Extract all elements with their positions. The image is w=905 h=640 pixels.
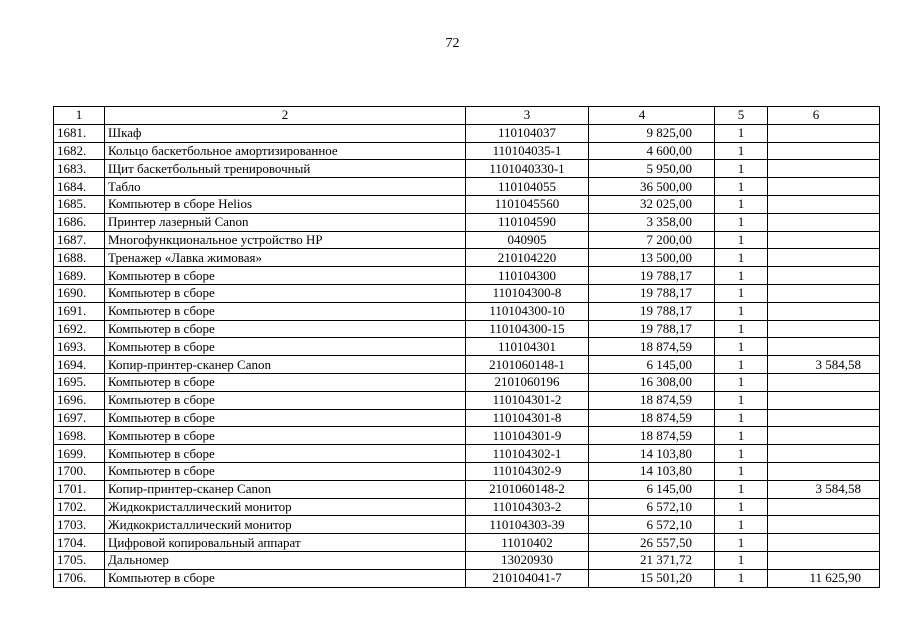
table-row: [54, 160, 880, 178]
table-row: [54, 356, 880, 374]
inventory-code-cell: 110104300-8: [466, 284, 589, 302]
price-cell: 6 572,10: [589, 498, 715, 516]
item-name-cell: Компьютер в сборе: [105, 373, 466, 391]
price-cell: 9 825,00: [589, 124, 715, 142]
inventory-code-cell: 110104302-1: [466, 445, 589, 463]
inventory-code-cell: 13020930: [466, 551, 589, 569]
table-row: [54, 249, 880, 267]
inventory-code-cell: 110104035-1: [466, 142, 589, 160]
inventory-code-cell: 110104300-10: [466, 302, 589, 320]
extra-value-cell: [768, 338, 880, 356]
quantity-cell: 1: [715, 480, 768, 498]
row-number-cell: 1692.: [54, 320, 105, 338]
price-cell: 19 788,17: [589, 320, 715, 338]
row-number-cell: 1690.: [54, 284, 105, 302]
price-cell: 36 500,00: [589, 178, 715, 196]
item-name-cell: Дальномер: [105, 551, 466, 569]
header-col-1: 1: [54, 107, 105, 125]
item-name-cell: Компьютер в сборе Helios: [105, 195, 466, 213]
extra-value-cell: [768, 213, 880, 231]
extra-value-cell: [768, 249, 880, 267]
row-number-cell: 1681.: [54, 124, 105, 142]
price-cell: 15 501,20: [589, 569, 715, 587]
price-cell: 19 788,17: [589, 267, 715, 285]
inventory-code-cell: 110104301: [466, 338, 589, 356]
item-name-cell: Компьютер в сборе: [105, 427, 466, 445]
inventory-code-cell: 110104590: [466, 213, 589, 231]
price-cell: 18 874,59: [589, 391, 715, 409]
quantity-cell: 1: [715, 231, 768, 249]
inventory-table: [53, 106, 880, 588]
item-name-cell: Компьютер в сборе: [105, 462, 466, 480]
table-row: [54, 551, 880, 569]
row-number-cell: 1683.: [54, 160, 105, 178]
extra-value-cell: [768, 498, 880, 516]
table-row: [54, 231, 880, 249]
extra-value-cell: 3 584,58: [768, 356, 880, 374]
item-name-cell: Принтер лазерный Canon: [105, 213, 466, 231]
header-col-5: 5: [715, 107, 768, 125]
inventory-code-cell: 110104300: [466, 267, 589, 285]
extra-value-cell: [768, 551, 880, 569]
quantity-cell: 1: [715, 391, 768, 409]
extra-value-cell: [768, 445, 880, 463]
quantity-cell: 1: [715, 178, 768, 196]
row-number-cell: 1689.: [54, 267, 105, 285]
quantity-cell: 1: [715, 373, 768, 391]
inventory-code-cell: 110104303-39: [466, 516, 589, 534]
row-number-cell: 1700.: [54, 462, 105, 480]
table-row: [54, 498, 880, 516]
quantity-cell: 1: [715, 338, 768, 356]
extra-value-cell: [768, 160, 880, 178]
extra-value-cell: [768, 284, 880, 302]
price-cell: 16 308,00: [589, 373, 715, 391]
header-col-3: 3: [466, 107, 589, 125]
extra-value-cell: [768, 391, 880, 409]
inventory-code-cell: 2101060148-1: [466, 356, 589, 374]
price-cell: 6 572,10: [589, 516, 715, 534]
quantity-cell: 1: [715, 534, 768, 552]
table-row: [54, 320, 880, 338]
inventory-code-cell: 110104037: [466, 124, 589, 142]
price-cell: 19 788,17: [589, 284, 715, 302]
table-body: [54, 124, 880, 587]
inventory-code-cell: 1101040330-1: [466, 160, 589, 178]
price-cell: 19 788,17: [589, 302, 715, 320]
price-cell: 18 874,59: [589, 409, 715, 427]
item-name-cell: Жидкокристаллический монитор: [105, 498, 466, 516]
price-cell: 18 874,59: [589, 338, 715, 356]
price-cell: 6 145,00: [589, 356, 715, 374]
quantity-cell: 1: [715, 267, 768, 285]
extra-value-cell: [768, 267, 880, 285]
item-name-cell: Жидкокристаллический монитор: [105, 516, 466, 534]
quantity-cell: 1: [715, 142, 768, 160]
table-row: [54, 516, 880, 534]
row-number-cell: 1702.: [54, 498, 105, 516]
item-name-cell: Щит баскетбольный тренировочный: [105, 160, 466, 178]
extra-value-cell: 11 625,90: [768, 569, 880, 587]
item-name-cell: Шкаф: [105, 124, 466, 142]
quantity-cell: 1: [715, 427, 768, 445]
quantity-cell: 1: [715, 160, 768, 178]
inventory-code-cell: 1101045560: [466, 195, 589, 213]
table-row: [54, 391, 880, 409]
table-row: [54, 338, 880, 356]
quantity-cell: 1: [715, 213, 768, 231]
row-number-cell: 1704.: [54, 534, 105, 552]
extra-value-cell: [768, 142, 880, 160]
inventory-code-cell: 210104041-7: [466, 569, 589, 587]
extra-value-cell: [768, 178, 880, 196]
row-number-cell: 1693.: [54, 338, 105, 356]
extra-value-cell: [768, 462, 880, 480]
price-cell: 21 371,72: [589, 551, 715, 569]
row-number-cell: 1691.: [54, 302, 105, 320]
table-row: [54, 195, 880, 213]
row-number-cell: 1699.: [54, 445, 105, 463]
extra-value-cell: [768, 516, 880, 534]
price-cell: 14 103,80: [589, 445, 715, 463]
inventory-code-cell: 110104302-9: [466, 462, 589, 480]
header-row: [54, 107, 880, 125]
quantity-cell: 1: [715, 320, 768, 338]
price-cell: 7 200,00: [589, 231, 715, 249]
inventory-code-cell: 2101060148-2: [466, 480, 589, 498]
extra-value-cell: [768, 231, 880, 249]
item-name-cell: Компьютер в сборе: [105, 409, 466, 427]
inventory-code-cell: 110104301-9: [466, 427, 589, 445]
price-cell: 3 358,00: [589, 213, 715, 231]
price-cell: 32 025,00: [589, 195, 715, 213]
price-cell: 5 950,00: [589, 160, 715, 178]
quantity-cell: 1: [715, 356, 768, 374]
table-row: [54, 427, 880, 445]
row-number-cell: 1696.: [54, 391, 105, 409]
extra-value-cell: 3 584,58: [768, 480, 880, 498]
table-row: [54, 284, 880, 302]
table-row: [54, 267, 880, 285]
row-number-cell: 1698.: [54, 427, 105, 445]
row-number-cell: 1685.: [54, 195, 105, 213]
table-row: [54, 480, 880, 498]
row-number-cell: 1687.: [54, 231, 105, 249]
item-name-cell: Кольцо баскетбольное амортизированное: [105, 142, 466, 160]
extra-value-cell: [768, 534, 880, 552]
item-name-cell: Компьютер в сборе: [105, 569, 466, 587]
row-number-cell: 1706.: [54, 569, 105, 587]
row-number-cell: 1705.: [54, 551, 105, 569]
item-name-cell: Тренажер «Лавка жимовая»: [105, 249, 466, 267]
quantity-cell: 1: [715, 498, 768, 516]
price-cell: 14 103,80: [589, 462, 715, 480]
quantity-cell: 1: [715, 249, 768, 267]
extra-value-cell: [768, 195, 880, 213]
row-number-cell: 1682.: [54, 142, 105, 160]
inventory-code-cell: 110104303-2: [466, 498, 589, 516]
quantity-cell: 1: [715, 284, 768, 302]
quantity-cell: 1: [715, 516, 768, 534]
price-cell: 13 500,00: [589, 249, 715, 267]
price-cell: 4 600,00: [589, 142, 715, 160]
row-number-cell: 1688.: [54, 249, 105, 267]
inventory-code-cell: 210104220: [466, 249, 589, 267]
extra-value-cell: [768, 124, 880, 142]
table-row: [54, 409, 880, 427]
quantity-cell: 1: [715, 462, 768, 480]
table-row: [54, 445, 880, 463]
inventory-code-cell: 110104055: [466, 178, 589, 196]
item-name-cell: Компьютер в сборе: [105, 267, 466, 285]
table-row: [54, 373, 880, 391]
row-number-cell: 1695.: [54, 373, 105, 391]
item-name-cell: Табло: [105, 178, 466, 196]
row-number-cell: 1694.: [54, 356, 105, 374]
row-number-cell: 1686.: [54, 213, 105, 231]
row-number-cell: 1697.: [54, 409, 105, 427]
table-row: [54, 569, 880, 587]
item-name-cell: Компьютер в сборе: [105, 391, 466, 409]
price-cell: 6 145,00: [589, 480, 715, 498]
item-name-cell: Цифровой копировальный аппарат: [105, 534, 466, 552]
inventory-code-cell: 110104301-2: [466, 391, 589, 409]
item-name-cell: Компьютер в сборе: [105, 302, 466, 320]
header-col-6: 6: [768, 107, 880, 125]
price-cell: 18 874,59: [589, 427, 715, 445]
row-number-cell: 1684.: [54, 178, 105, 196]
extra-value-cell: [768, 320, 880, 338]
quantity-cell: 1: [715, 409, 768, 427]
quantity-cell: 1: [715, 569, 768, 587]
table-row: [54, 462, 880, 480]
quantity-cell: 1: [715, 551, 768, 569]
inventory-code-cell: 2101060196: [466, 373, 589, 391]
item-name-cell: Копир-принтер-сканер Canon: [105, 356, 466, 374]
quantity-cell: 1: [715, 195, 768, 213]
quantity-cell: 1: [715, 445, 768, 463]
page-number: 72: [445, 36, 460, 51]
header-col-2: 2: [105, 107, 466, 125]
header-col-4: 4: [589, 107, 715, 125]
table-row: [54, 124, 880, 142]
inventory-code-cell: 110104300-15: [466, 320, 589, 338]
table-row: [54, 142, 880, 160]
row-number-cell: 1703.: [54, 516, 105, 534]
item-name-cell: Компьютер в сборе: [105, 445, 466, 463]
item-name-cell: Многофункциональное устройство HP: [105, 231, 466, 249]
quantity-cell: 1: [715, 302, 768, 320]
extra-value-cell: [768, 302, 880, 320]
extra-value-cell: [768, 409, 880, 427]
item-name-cell: Компьютер в сборе: [105, 284, 466, 302]
item-name-cell: Компьютер в сборе: [105, 320, 466, 338]
extra-value-cell: [768, 427, 880, 445]
table-row: [54, 534, 880, 552]
price-cell: 26 557,50: [589, 534, 715, 552]
quantity-cell: 1: [715, 124, 768, 142]
extra-value-cell: [768, 373, 880, 391]
table-row: [54, 178, 880, 196]
table-row: [54, 302, 880, 320]
inventory-code-cell: 11010402: [466, 534, 589, 552]
table-header: [54, 107, 880, 125]
item-name-cell: Компьютер в сборе: [105, 338, 466, 356]
row-number-cell: 1701.: [54, 480, 105, 498]
inventory-code-cell: 040905: [466, 231, 589, 249]
item-name-cell: Копир-принтер-сканер Canon: [105, 480, 466, 498]
inventory-code-cell: 110104301-8: [466, 409, 589, 427]
table-row: [54, 213, 880, 231]
